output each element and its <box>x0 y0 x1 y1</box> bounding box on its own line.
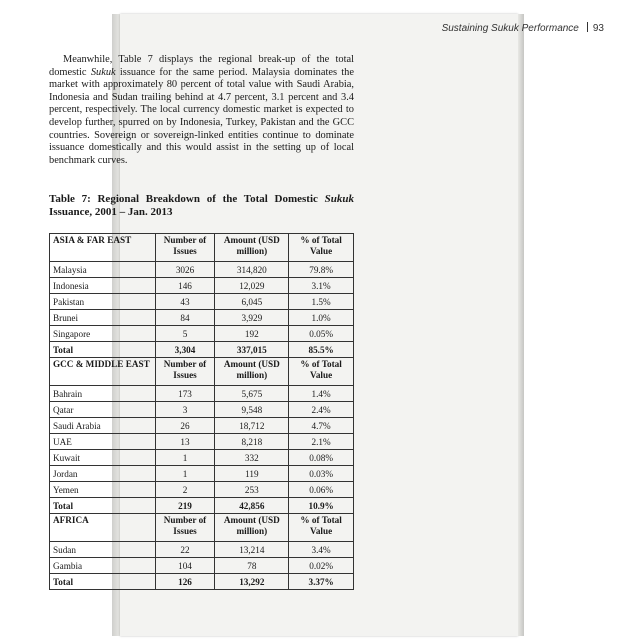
total-percent: 10.9% <box>289 498 354 514</box>
sukuk-issuance-table <box>49 233 354 590</box>
region-header: ASIA & FAR EAST <box>50 234 156 262</box>
caption-italic-term: Sukuk <box>324 193 354 205</box>
section-header-row <box>50 358 354 386</box>
amount-cell: 78 <box>215 558 289 574</box>
percent-cell: 0.08% <box>289 450 354 466</box>
col-header-issues: Number of Issues <box>155 514 215 542</box>
amount-cell: 192 <box>215 326 289 342</box>
paragraph-text-b: issuance for the same period. Malaysia dominates the market with approximately 80 percent of total value with Saudi Arabia, Indonesia and Sudan trailing behind at 4.7 percent, 3.1 percent and 3.4 percent, respectively. The local currency domestic market is expected to develop further, spurred on by Indonesia, Turkey, Pakistan and the GCC countries. Sovereign or sovereign-linked entities continue to dominate issuance domestically and this would assist in the setting up of local benchmark curves. <box>49 66 354 166</box>
issues-cell: 3026 <box>155 262 215 278</box>
percent-cell: 1.0% <box>289 310 354 326</box>
percent-cell: 2.4% <box>289 402 354 418</box>
issues-cell: 1 <box>155 450 215 466</box>
country-cell: Indonesia <box>50 278 156 294</box>
col-header-percent: % of Total Value <box>289 234 354 262</box>
table-row <box>50 310 354 326</box>
amount-cell: 6,045 <box>215 294 289 310</box>
table-row <box>50 434 354 450</box>
percent-cell: 3.1% <box>289 278 354 294</box>
issues-cell: 3 <box>155 402 215 418</box>
amount-cell: 9,548 <box>215 402 289 418</box>
paragraph-italic-term: Sukuk <box>90 66 116 78</box>
percent-cell: 1.4% <box>289 386 354 402</box>
table-row <box>50 326 354 342</box>
country-cell: Singapore <box>50 326 156 342</box>
percent-cell: 79.8% <box>289 262 354 278</box>
percent-cell: 1.5% <box>289 294 354 310</box>
section-header-row <box>50 234 354 262</box>
amount-cell: 8,218 <box>215 434 289 450</box>
col-header-issues: Number of Issues <box>155 234 215 262</box>
issues-cell: 22 <box>155 542 215 558</box>
amount-cell: 18,712 <box>215 418 289 434</box>
country-cell: Sudan <box>50 542 156 558</box>
total-issues: 126 <box>155 574 215 590</box>
caption-text-b: Issuance, 2001 – Jan. 2013 <box>49 206 173 218</box>
percent-cell: 3.4% <box>289 542 354 558</box>
country-cell: Qatar <box>50 402 156 418</box>
country-cell: Kuwait <box>50 450 156 466</box>
paragraph-text-a: Meanwhile, Table 7 displays the regional break-up of the total domestic <box>49 54 354 78</box>
table-row <box>50 402 354 418</box>
page-edge-right <box>518 14 524 636</box>
region-header: GCC & MIDDLE EAST <box>50 358 156 386</box>
running-head <box>442 22 604 34</box>
issues-cell: 26 <box>155 418 215 434</box>
section-header-row <box>50 514 354 542</box>
percent-cell: 0.05% <box>289 326 354 342</box>
total-label: Total <box>50 342 156 358</box>
percent-cell: 0.02% <box>289 558 354 574</box>
issues-cell: 5 <box>155 326 215 342</box>
percent-cell: 0.03% <box>289 466 354 482</box>
total-row <box>50 574 354 590</box>
header-separator <box>587 22 588 32</box>
col-header-issues: Number of Issues <box>155 358 215 386</box>
table-row <box>50 278 354 294</box>
table-row <box>50 482 354 498</box>
percent-cell: 0.06% <box>289 482 354 498</box>
table-row <box>50 466 354 482</box>
amount-cell: 119 <box>215 466 289 482</box>
amount-cell: 314,820 <box>215 262 289 278</box>
amount-cell: 5,675 <box>215 386 289 402</box>
col-header-amount: Amount (USD million) <box>215 234 289 262</box>
issues-cell: 1 <box>155 466 215 482</box>
country-cell: UAE <box>50 434 156 450</box>
amount-cell: 253 <box>215 482 289 498</box>
region-header: AFRICA <box>50 514 156 542</box>
col-header-amount: Amount (USD million) <box>215 514 289 542</box>
country-cell: Yemen <box>50 482 156 498</box>
table-body <box>50 234 354 590</box>
total-row <box>50 342 354 358</box>
issues-cell: 146 <box>155 278 215 294</box>
table-row <box>50 542 354 558</box>
country-cell: Saudi Arabia <box>50 418 156 434</box>
page-number: 93 <box>592 23 604 34</box>
col-header-percent: % of Total Value <box>289 358 354 386</box>
total-row <box>50 498 354 514</box>
body-paragraph <box>49 54 354 167</box>
total-label: Total <box>50 574 156 590</box>
issues-cell: 104 <box>155 558 215 574</box>
total-amount: 13,292 <box>215 574 289 590</box>
country-cell: Gambia <box>50 558 156 574</box>
country-cell: Malaysia <box>50 262 156 278</box>
table-caption <box>49 193 354 219</box>
total-issues: 219 <box>155 498 215 514</box>
col-header-amount: Amount (USD million) <box>215 358 289 386</box>
table-row <box>50 418 354 434</box>
country-cell: Brunei <box>50 310 156 326</box>
percent-cell: 2.1% <box>289 434 354 450</box>
country-cell: Bahrain <box>50 386 156 402</box>
country-cell: Pakistan <box>50 294 156 310</box>
percent-cell: 4.7% <box>289 418 354 434</box>
col-header-percent: % of Total Value <box>289 514 354 542</box>
country-cell: Jordan <box>50 466 156 482</box>
total-percent: 3.37% <box>289 574 354 590</box>
issues-cell: 84 <box>155 310 215 326</box>
caption-text-a: Table 7: Regional Breakdown of the Total Domestic <box>49 193 325 205</box>
issues-cell: 173 <box>155 386 215 402</box>
amount-cell: 3,929 <box>215 310 289 326</box>
issues-cell: 13 <box>155 434 215 450</box>
table-row <box>50 294 354 310</box>
table-row <box>50 386 354 402</box>
amount-cell: 13,214 <box>215 542 289 558</box>
amount-cell: 332 <box>215 450 289 466</box>
issues-cell: 2 <box>155 482 215 498</box>
table-row <box>50 558 354 574</box>
amount-cell: 12,029 <box>215 278 289 294</box>
total-percent: 85.5% <box>289 342 354 358</box>
table-row <box>50 450 354 466</box>
total-label: Total <box>50 498 156 514</box>
total-issues: 3,304 <box>155 342 215 358</box>
running-title: Sustaining Sukuk Performance <box>441 23 579 34</box>
total-amount: 337,015 <box>215 342 289 358</box>
issues-cell: 43 <box>155 294 215 310</box>
table-row <box>50 262 354 278</box>
total-amount: 42,856 <box>215 498 289 514</box>
